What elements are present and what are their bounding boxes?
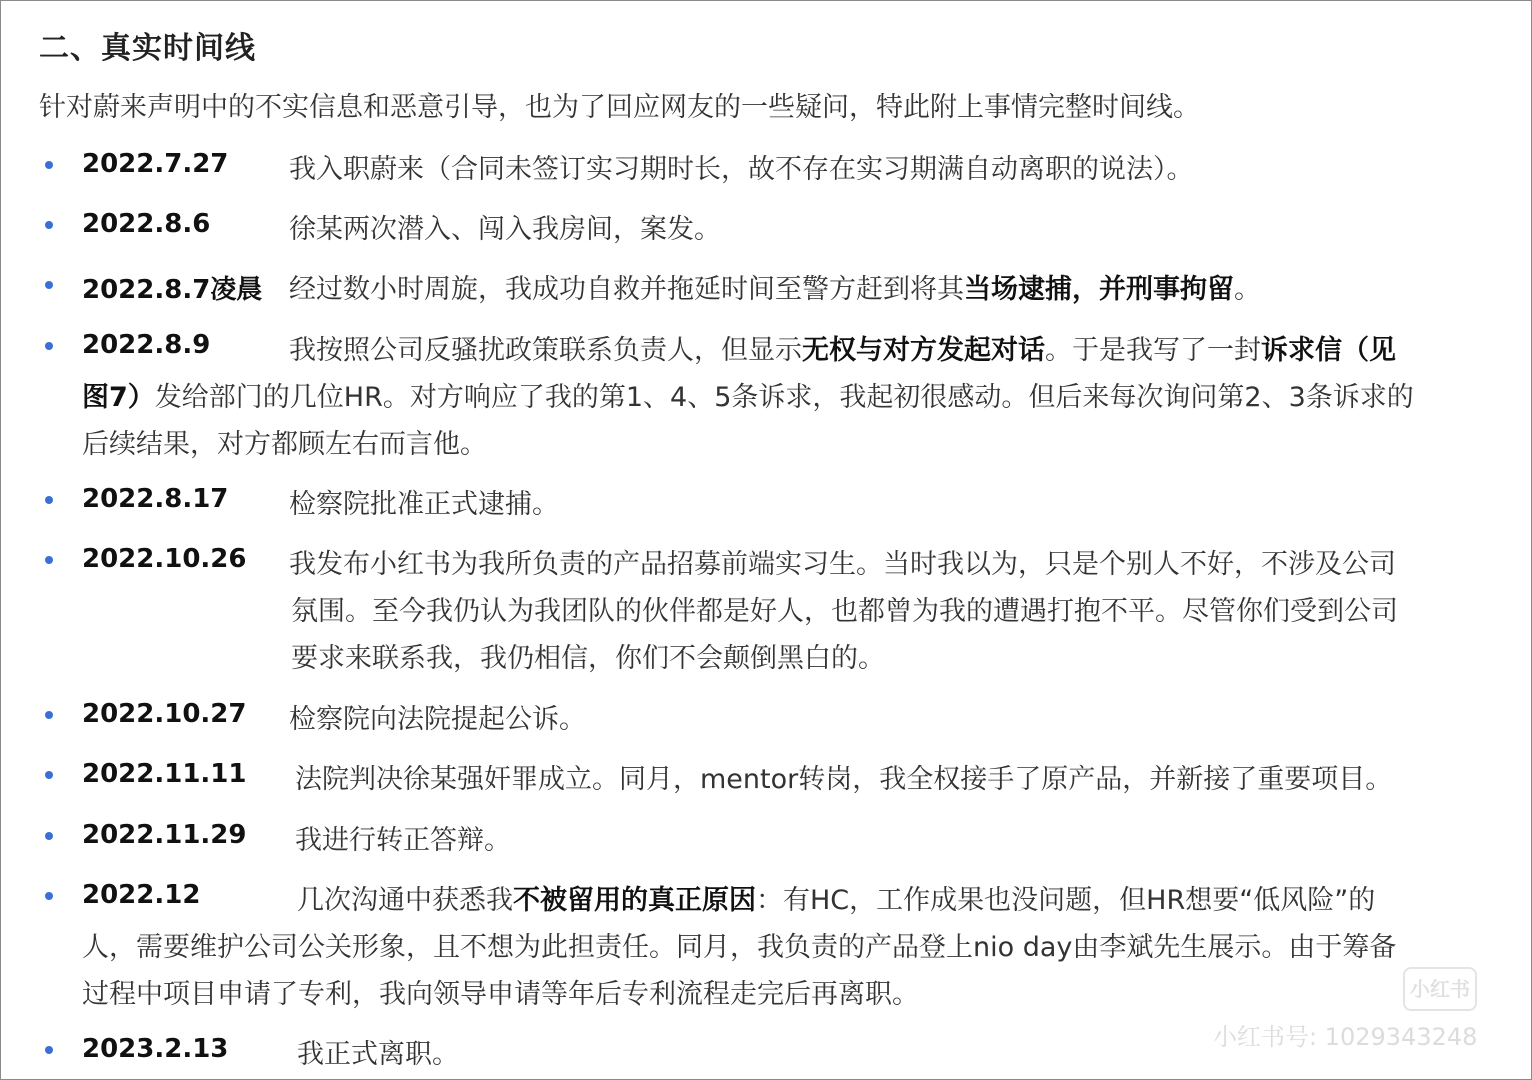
- timeline-text-line: 氛围。至今我仍认为我团队的伙伴都是好人，也都曾为我的遭遇打抱不平。尽管你们受到公司: [291, 596, 1398, 627]
- timeline-text-part: 。于是我写了一封: [1045, 335, 1261, 366]
- watermark-logo: 小红书: [1403, 967, 1477, 1011]
- timeline-text: 我正式离职。: [297, 1039, 459, 1070]
- bullet-icon: [45, 771, 53, 779]
- timeline-text-part: 发给部门的几位HR。对方响应了我的第1、4、5条诉求，我起初很感动。但后来每次询问第2、3条诉求的: [154, 382, 1414, 413]
- timeline-bold-text: 无权与对方发起对话: [802, 335, 1045, 366]
- timeline-text-line: [82, 375, 1414, 414]
- bullet-icon: [45, 832, 53, 840]
- timeline-text-line: [289, 328, 1396, 367]
- timeline-text-part: 。: [1234, 274, 1261, 305]
- timeline-text: 检察院批准正式逮捕。: [289, 489, 559, 520]
- timeline-date: 2022.8.7凌晨: [82, 275, 263, 305]
- bullet-icon: [45, 281, 53, 289]
- timeline-bold-text: 图7）: [82, 382, 155, 413]
- watermark-id: 小红书号: 1029343248: [1213, 1023, 1478, 1051]
- timeline-date: 2022.8.17: [82, 484, 229, 514]
- timeline-date: 2022.11.29: [82, 820, 247, 850]
- timeline-date: 2022.11.11: [82, 759, 247, 789]
- timeline-text: 我入职蔚来（合同未签订实习期时长，故不存在实习期满自动离职的说法）。: [289, 154, 1194, 185]
- timeline-date: 2022.12: [82, 880, 201, 910]
- bullet-icon: [45, 161, 53, 169]
- timeline-text-part: 我按照公司反骚扰政策联系负责人，但显示: [289, 335, 802, 366]
- timeline-date: 2023.2.13: [82, 1034, 229, 1064]
- intro-paragraph: 针对蔚来声明中的不实信息和恶意引导，也为了回应网友的一些疑问，特此附上事情完整时间线。: [39, 92, 1200, 123]
- timeline-text-line: 后续结果，对方都顾左右而言他。: [82, 429, 487, 460]
- timeline-date: 2022.10.26: [82, 544, 247, 574]
- timeline-text: [289, 267, 1261, 306]
- section-heading: 二、真实时间线: [39, 31, 256, 66]
- timeline-bold-text: 诉求信（见: [1261, 335, 1396, 366]
- timeline-text: 检察院向法院提起公诉。: [289, 704, 586, 735]
- timeline-text: 法院判决徐某强奸罪成立。同月，mentor转岗，我全权接手了原产品，并新接了重要项目。: [295, 764, 1393, 795]
- bullet-icon: [45, 496, 53, 504]
- timeline-date: 2022.8.6: [82, 209, 211, 239]
- timeline-text-part: 经过数小时周旋，我成功自救并拖延时间至警方赶到将其: [289, 274, 964, 305]
- bullet-icon: [45, 892, 53, 900]
- bullet-icon: [45, 1046, 53, 1054]
- bullet-icon: [45, 221, 53, 229]
- timeline-text-line: 过程中项目申请了专利，我向领导申请等年后专利流程走完后再离职。: [82, 979, 919, 1010]
- timeline-bold-text: 不被留用的真正原因: [513, 885, 756, 916]
- timeline-text-line: 我发布小红书为我所负责的产品招募前端实习生。当时我以为，只是个别人不好，不涉及公司: [289, 549, 1396, 580]
- bullet-icon: [45, 711, 53, 719]
- bullet-icon: [45, 342, 53, 350]
- bullet-icon: [45, 556, 53, 564]
- timeline-date: 2022.10.27: [82, 699, 247, 729]
- timeline-text: 徐某两次潜入、闯入我房间，案发。: [289, 214, 721, 245]
- timeline-text-line: [297, 878, 1375, 917]
- timeline-text: 我进行转正答辩。: [295, 825, 511, 856]
- timeline-text-line: 要求来联系我，我仍相信，你们不会颠倒黑白的。: [291, 643, 885, 674]
- timeline-date: 2022.7.27: [82, 149, 229, 179]
- timeline-bold-text: 当场逮捕，并刑事拘留: [964, 274, 1234, 305]
- timeline-text-line: 人，需要维护公司公关形象，且不想为此担责任。同月，我负责的产品登上nio day由李斌先生展示。由于筹备: [82, 932, 1397, 963]
- timeline-text-part: 几次沟通中获悉我: [297, 885, 513, 916]
- timeline-date: 2022.8.9: [82, 330, 211, 360]
- timeline-text-part: ：有HC，工作成果也没问题，但HR想要“低风险”的: [756, 885, 1376, 916]
